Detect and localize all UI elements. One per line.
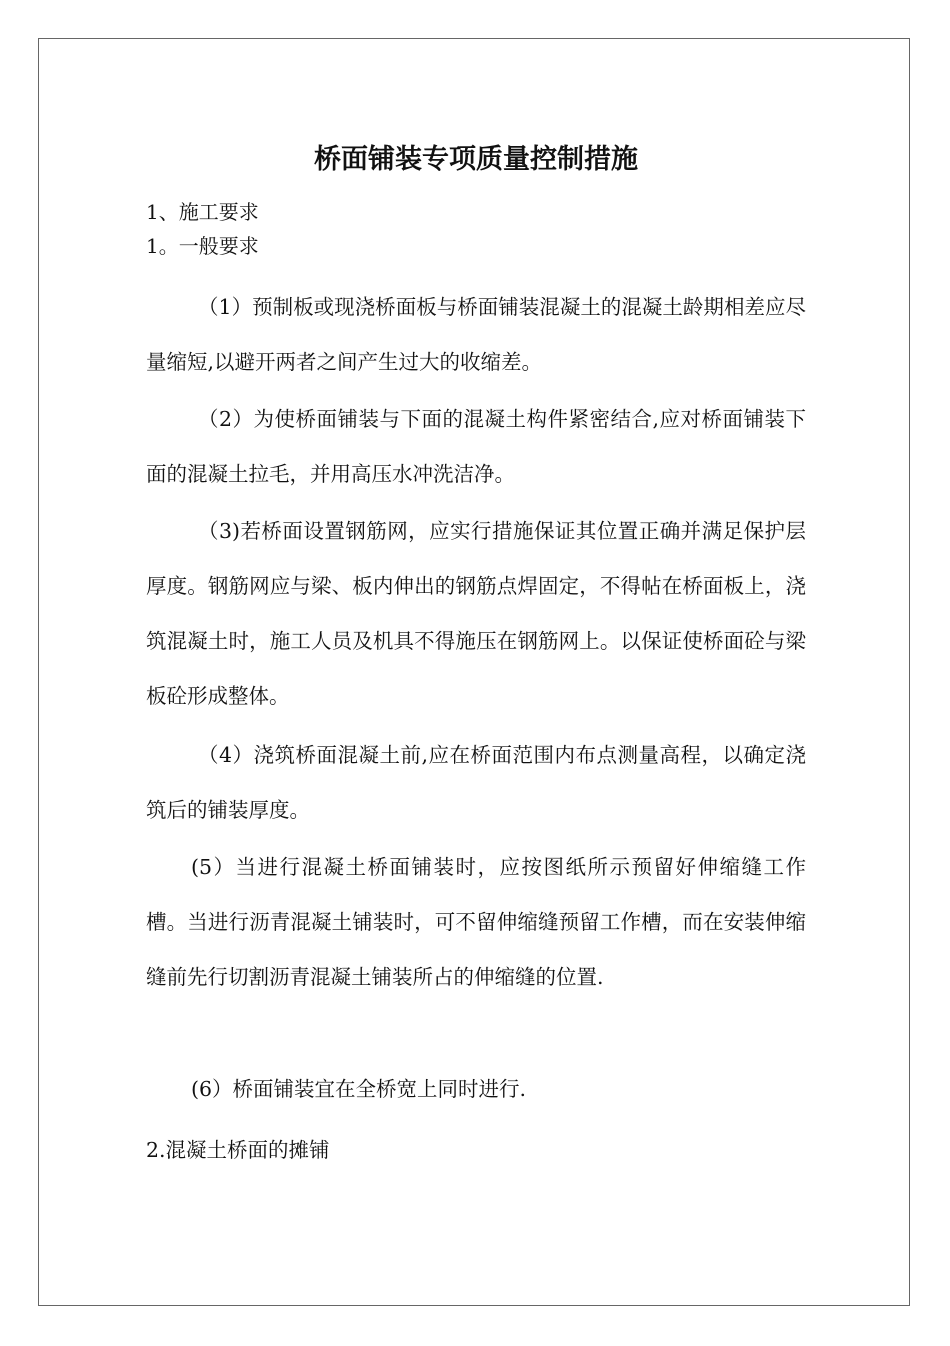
section-heading-construction-requirements: 1、施工要求 — [146, 200, 259, 224]
document-title: 桥面铺装专项质量控制措施 — [314, 144, 638, 175]
paragraph-2: （2）为使桥面铺装与下面的混凝土构件紧密结合,应对桥面铺装下面的混凝土拉毛，并用高压水冲洗洁净。 — [146, 407, 806, 486]
paragraph-5: (5）当进行混凝土桥面铺装时，应按图纸所示预留好伸缩缝工作槽。当进行沥青混凝土铺装时，可不留伸缩缝预留工作槽，而在安装伸缩缝前先行切割沥青混凝土铺装所占的伸缩缝的位置. — [146, 855, 806, 989]
subsection-heading-general-requirements: 1。一般要求 — [146, 234, 259, 258]
paragraph-1: （1）预制板或现浇桥面板与桥面铺装混凝土的混凝土龄期相差应尽量缩短,以避开两者之间产生过大的收缩差。 — [146, 295, 806, 374]
paragraph-6: (6）桥面铺装宜在全桥宽上同时进行. — [191, 1077, 527, 1101]
paragraph-3: （3)若桥面设置钢筋网，应实行措施保证其位置正确并满足保护层厚度。钢筋网应与梁、板内伸出的钢筋点焊固定，不得帖在桥面板上，浇筑混凝土时，施工人员及机具不得施压在钢筋网上。以保证使桥面砼与梁板砼形成整体。 — [146, 519, 806, 708]
paragraph-4: （4）浇筑桥面混凝土前,应在桥面范围内布点测量高程，以确定浇筑后的铺装厚度。 — [146, 743, 806, 822]
subsection-heading-concrete-deck-paving: 2.混凝土桥面的摊铺 — [146, 1138, 330, 1162]
